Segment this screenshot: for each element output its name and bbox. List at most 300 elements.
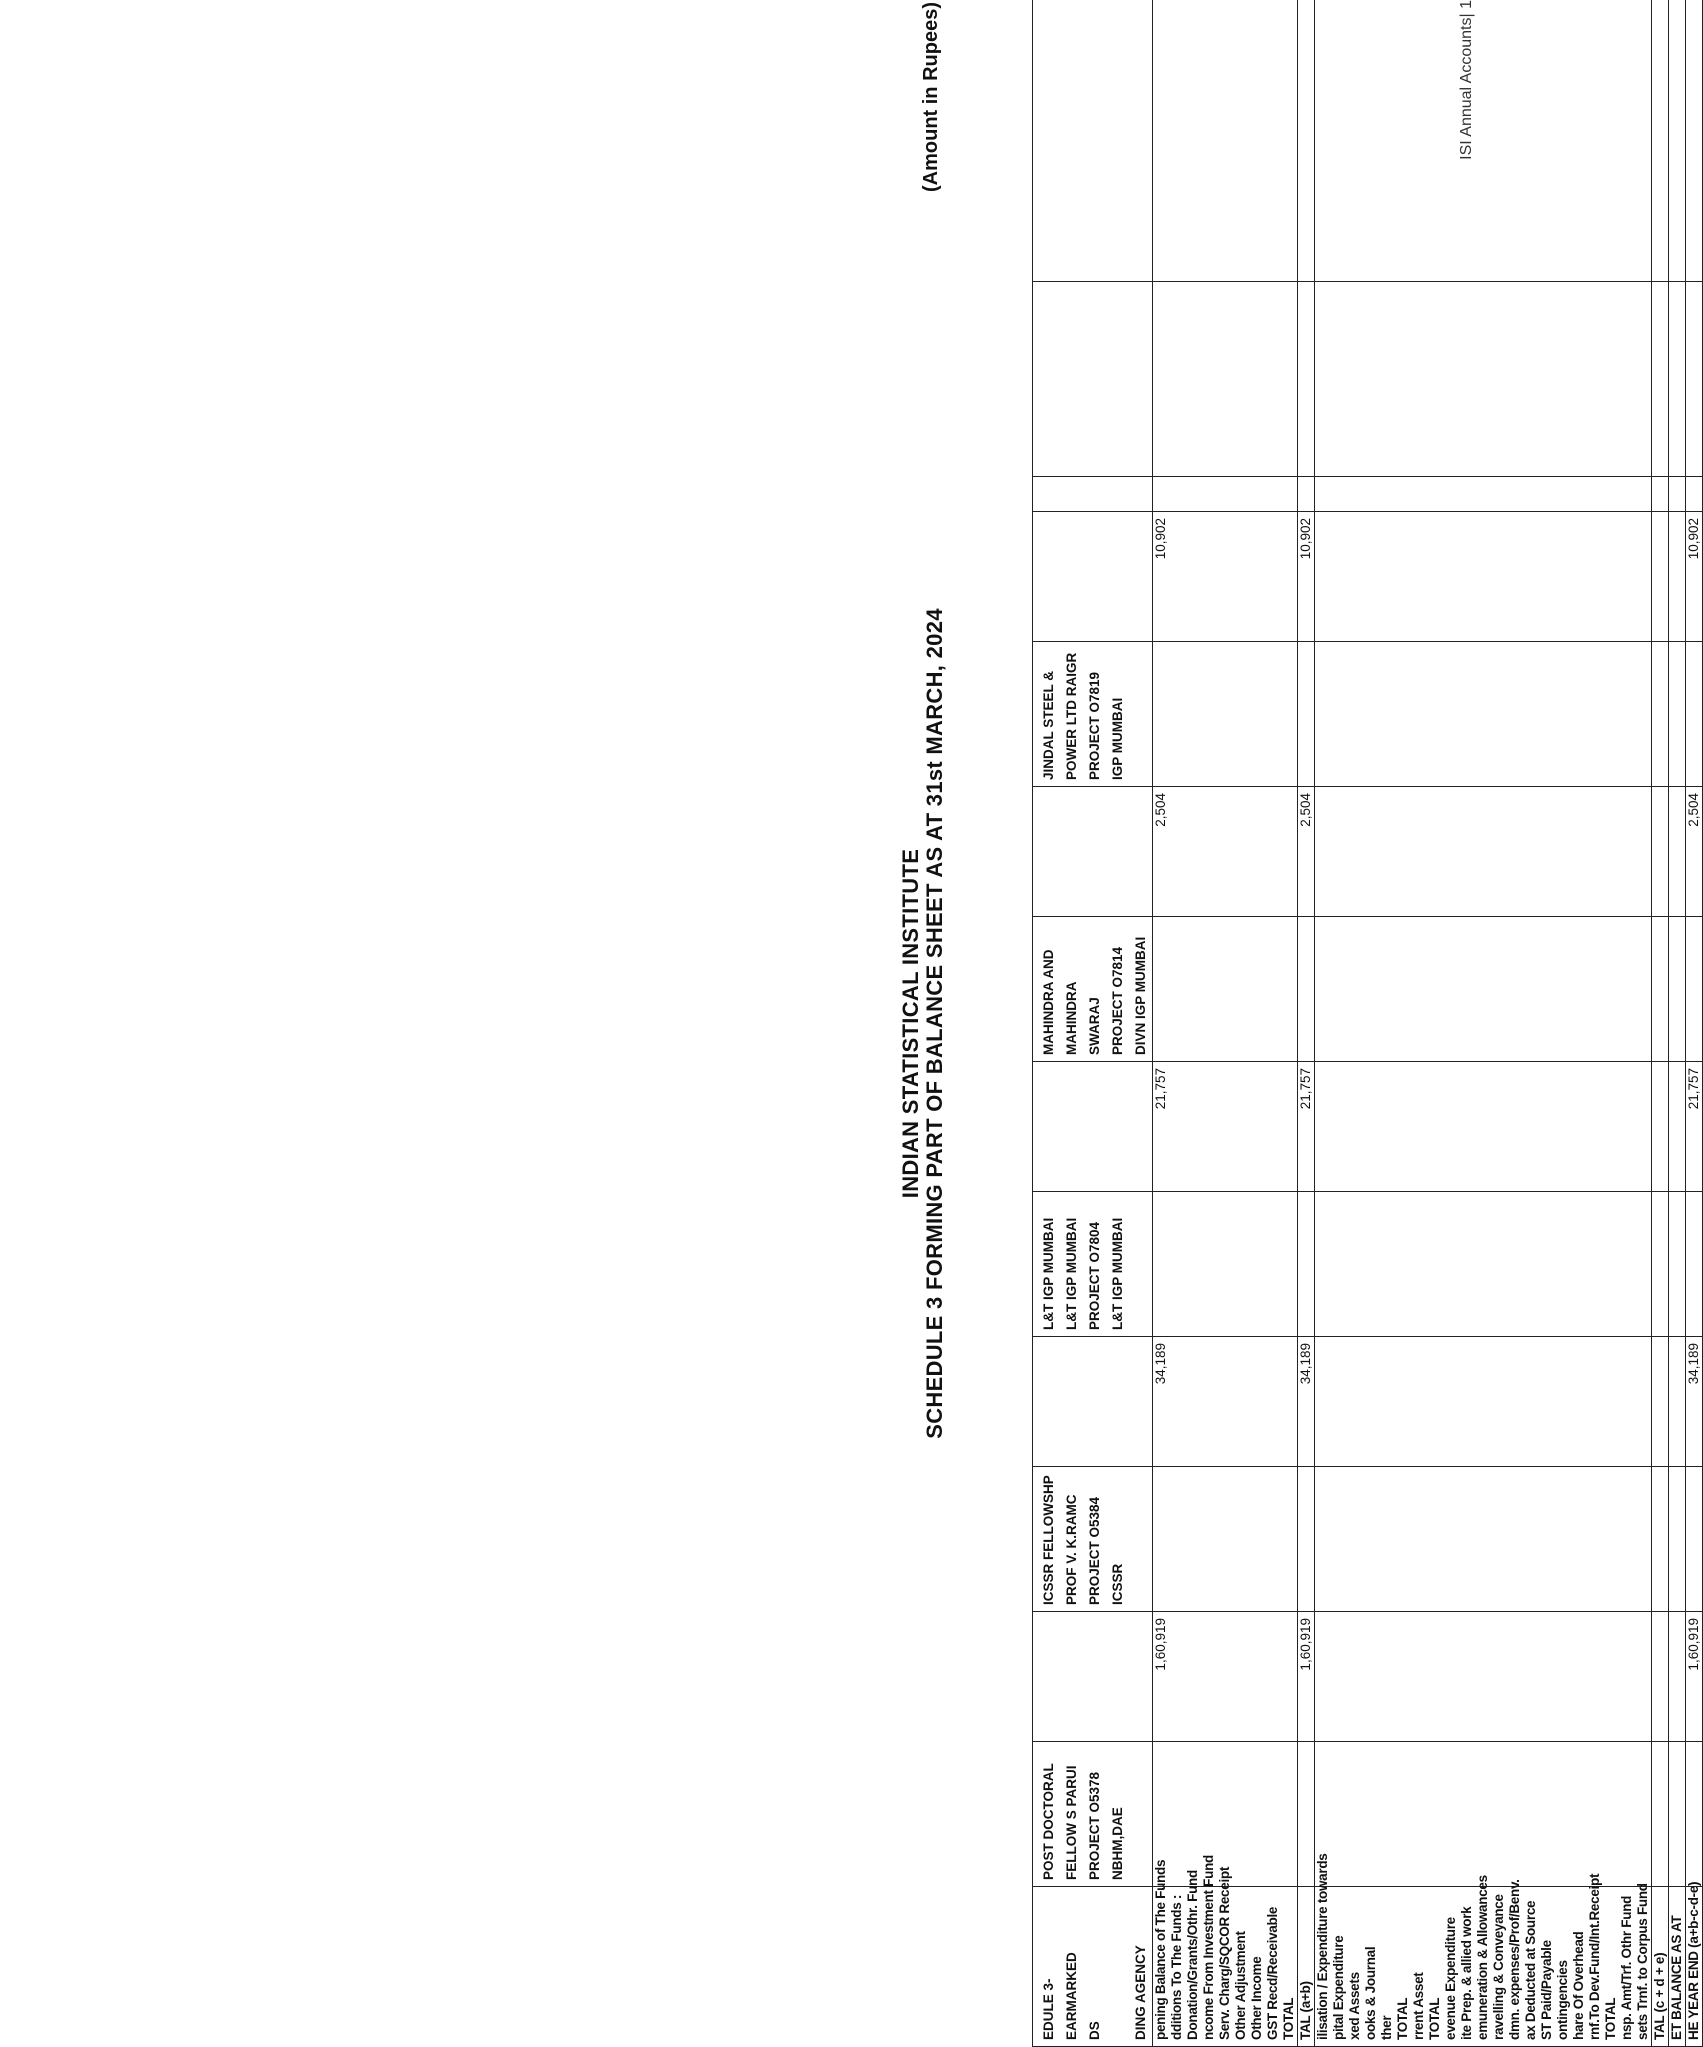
value-cell [1652,1062,1669,1192]
project-spacer-cell [1217,1742,1233,1887]
value-cell [1491,512,1507,642]
value-cell [1523,787,1539,917]
extra-cell [1185,0,1201,282]
extra-cell [1427,477,1443,512]
extra-cell [1686,282,1703,477]
extra-cell [1635,282,1652,477]
row-label: TOTAL [1427,1887,1443,2047]
extra-cell [1443,0,1459,282]
project-spacer-cell [1427,1742,1443,1887]
value-cell [1217,1612,1233,1742]
value-cell [1379,512,1395,642]
row-label: TOTAL [1395,1887,1411,2047]
value-cell [1507,1062,1523,1192]
value-cell [1169,787,1185,917]
table-row [1331,0,1347,2047]
extra-cell [1217,0,1233,282]
project-spacer-cell [1539,642,1555,787]
value-cell [1555,1612,1571,1742]
extra-cell [1233,282,1249,477]
value-cell: 21,757 [1153,1062,1170,1192]
extra-cell [1459,0,1475,282]
table-row [1619,0,1635,2047]
value-cell [1427,1062,1443,1192]
project-header-line: PROJECT O5384 [1087,1496,1102,1605]
header-label-line: DING AGENCY [1133,1945,1148,2040]
value-cell [1363,1062,1379,1192]
project-spacer-cell [1315,1192,1332,1337]
extra-cell [1185,282,1201,477]
extra-cell [1153,0,1170,282]
project-spacer-cell [1555,1467,1571,1612]
table-row [1315,0,1332,2047]
value-cell [1169,1612,1185,1742]
extra-cell [1169,477,1185,512]
project-header-line: PROJECT O7804 [1087,1221,1102,1330]
extra-cell [1347,0,1363,282]
extra-cell [1331,0,1347,282]
value-cell [1265,787,1281,917]
extra-cell [1523,477,1539,512]
extra-cell [1347,282,1363,477]
table-row [1233,0,1249,2047]
value-cell [1281,787,1298,917]
value-cell [1571,512,1587,642]
project-spacer-cell [1265,1742,1281,1887]
project-spacer-cell [1201,1467,1217,1612]
extra-cell [1523,282,1539,477]
row-label: evenue Expenditure [1443,1887,1459,2047]
project-spacer-cell [1539,917,1555,1062]
project-spacer-cell [1443,1192,1459,1337]
extra-cell [1411,282,1427,477]
table-row [1555,0,1571,2047]
extra-cell [1315,477,1332,512]
value-cell [1185,1612,1201,1742]
project-spacer-cell [1686,1192,1703,1337]
extra-cell [1298,282,1315,477]
extra-cell [1265,477,1281,512]
extra-cell [1411,477,1427,512]
value-cell [1427,1337,1443,1467]
value-cell [1427,1612,1443,1742]
extra-cell [1669,282,1686,477]
table-row [1201,0,1217,2047]
project-spacer-cell [1507,1742,1523,1887]
project-spacer-cell [1347,1192,1363,1337]
schedule-table [1032,0,1703,2047]
row-label: ooks & Journal [1363,1887,1379,2047]
value-cell [1233,787,1249,917]
extra-cell [1507,0,1523,282]
value-cell [1427,512,1443,642]
value-cell [1443,1337,1459,1467]
project-spacer-cell [1459,1742,1475,1887]
project-spacer-cell [1217,1467,1233,1612]
value-cell [1185,1062,1201,1192]
value-cell [1249,512,1265,642]
extra-cell [1201,282,1217,477]
project-spacer-cell [1169,1467,1185,1612]
project-spacer-cell [1523,917,1539,1062]
value-cell [1217,512,1233,642]
extra-cell [1652,282,1669,477]
extra-cell [1395,477,1411,512]
row-label: hare Of Overhead [1571,1887,1587,2047]
value-cell [1603,787,1619,917]
value-cell [1523,1062,1539,1192]
project-spacer-cell [1281,1192,1298,1337]
value-cell [1539,512,1555,642]
project-spacer-cell [1669,1192,1686,1337]
project-spacer-cell [1169,1192,1185,1337]
project-spacer-cell [1185,917,1201,1062]
row-label: TOTAL [1603,1887,1619,2047]
project-header-line: JINDAL STEEL & [1041,670,1056,780]
extra-cell [1443,282,1459,477]
project-spacer-cell [1315,1467,1332,1612]
row-label: dmn. expenses/Prof/Benv. [1507,1887,1523,2047]
project-spacer-cell [1249,917,1265,1062]
value-cell [1619,1612,1635,1742]
project-spacer-cell [1411,917,1427,1062]
value-cell [1669,787,1686,917]
extra-cell [1153,282,1170,477]
value-cell [1652,787,1669,917]
value-cell [1201,787,1217,917]
value-cell [1507,512,1523,642]
value-cell [1411,512,1427,642]
project-spacer-cell [1185,642,1201,787]
project-spacer-cell [1669,1467,1686,1612]
value-cell [1491,1612,1507,1742]
value-cell [1603,1612,1619,1742]
extra-cell [1669,0,1686,282]
value-cell [1652,512,1669,642]
value-cell [1603,512,1619,642]
value-cell [1249,1062,1265,1192]
extra-cell [1298,477,1315,512]
extra-cell [1153,477,1170,512]
extra-cell [1331,477,1347,512]
extra-cell [1669,477,1686,512]
extra-cell [1217,477,1233,512]
value-cell [1217,1062,1233,1192]
project-spacer-cell [1619,917,1635,1062]
project-spacer-cell [1571,917,1587,1062]
value-cell [1395,512,1411,642]
value-cell [1523,1612,1539,1742]
value-cell [1363,1337,1379,1467]
value-cell [1331,1337,1347,1467]
project-spacer-cell [1233,917,1249,1062]
value-cell [1249,787,1265,917]
value-cell [1523,512,1539,642]
extra-cell [1363,0,1379,282]
value-cell: 1,60,919 [1153,1612,1170,1742]
project-spacer-cell [1443,1467,1459,1612]
extra-cell [1587,282,1603,477]
project-header-blank [1033,1062,1153,1192]
value-cell [1265,1337,1281,1467]
extra-cell [1331,282,1347,477]
value-cell [1669,1337,1686,1467]
row-label: TAL (c + d + e) [1652,1887,1669,2047]
project-header-line: FELLOW S PARUI [1064,1765,1079,1880]
project-spacer-cell [1201,1192,1217,1337]
value-cell [1363,1612,1379,1742]
project-spacer-cell [1669,1742,1686,1887]
value-cell [1347,1612,1363,1742]
extra-cell [1169,282,1185,477]
project-spacer-cell [1443,1742,1459,1887]
extra-cell [1539,0,1555,282]
extra-cell [1571,0,1587,282]
row-label: pital Expenditure [1331,1887,1347,2047]
table-row [1669,0,1686,2047]
row-label: Serv. Charg/SQCOR Receipt [1217,1887,1233,2047]
row-label: ax Deducted at Source [1523,1887,1539,2047]
extra-cell [1379,0,1395,282]
project-header-line: POST DOCTORAL [1041,1763,1056,1880]
header-label-line: DS [1087,2021,1102,2040]
extra-cell [1491,282,1507,477]
project-spacer-cell [1555,642,1571,787]
extra-cell [1427,0,1443,282]
project-spacer-cell [1379,917,1395,1062]
value-cell [1571,1062,1587,1192]
extra-cell [1185,477,1201,512]
extra-cell [1491,477,1507,512]
extra-cell [1298,0,1315,282]
page-footer: ISI Annual Accounts| 1 [1458,0,1475,160]
value-cell [1603,1062,1619,1192]
value-cell [1201,512,1217,642]
project-spacer-cell [1619,1742,1635,1887]
value-cell [1379,1337,1395,1467]
project-spacer-cell [1507,1192,1523,1337]
value-cell [1427,787,1443,917]
extra-cell [1555,282,1571,477]
project-spacer-cell [1635,1192,1652,1337]
value-cell [1459,1612,1475,1742]
value-cell: 1,60,919 [1298,1612,1315,1742]
project-spacer-cell [1619,1192,1635,1337]
table-row [1523,0,1539,2047]
project-header-line: POWER LTD RAIGR [1064,652,1079,780]
project-spacer-cell [1153,917,1170,1062]
project-header-line: NBHM,DAE [1110,1807,1125,1880]
row-label: GST Recd/Receivable [1265,1887,1281,2047]
project-header-4 [1033,917,1153,1062]
project-header-blank [1033,1337,1153,1467]
value-cell [1331,787,1347,917]
value-cell [1587,512,1603,642]
value-cell [1347,1337,1363,1467]
table-row [1652,0,1669,2047]
project-spacer-cell [1652,917,1669,1062]
value-cell [1507,1337,1523,1467]
project-spacer-cell [1298,1742,1315,1887]
value-cell [1233,1062,1249,1192]
table-row [1379,0,1395,2047]
value-cell [1379,1062,1395,1192]
extra-cell [1249,0,1265,282]
value-cell [1539,1337,1555,1467]
project-spacer-cell [1395,1467,1411,1612]
project-spacer-cell [1587,917,1603,1062]
table-row [1185,0,1201,2047]
table-row [1411,0,1427,2047]
project-spacer-cell [1249,1742,1265,1887]
project-header-blank [1033,512,1153,642]
extra-cell [1281,0,1298,282]
project-spacer-cell [1185,1192,1201,1337]
project-spacer-cell [1331,1467,1347,1612]
value-cell [1217,787,1233,917]
value-cell [1587,787,1603,917]
value-cell [1395,1612,1411,1742]
value-cell [1363,787,1379,917]
row-label: TOTAL [1281,1887,1298,2047]
project-spacer-cell [1331,1192,1347,1337]
value-cell: 10,902 [1298,512,1315,642]
project-header-line: PROJECT O7814 [1110,946,1125,1055]
table-row [1427,0,1443,2047]
value-cell [1201,1612,1217,1742]
extra-cell [1571,477,1587,512]
project-spacer-cell [1523,1192,1539,1337]
value-cell [1523,1337,1539,1467]
value-cell [1669,512,1686,642]
extra-cell [1315,282,1332,477]
project-spacer-cell [1459,1467,1475,1612]
project-spacer-cell [1652,1192,1669,1337]
value-cell [1571,1337,1587,1467]
project-spacer-cell [1347,642,1363,787]
value-cell [1475,1337,1491,1467]
extra-col-header [1033,477,1153,512]
row-label: ilisation / Expenditure towards [1315,1887,1332,2047]
project-spacer-cell [1459,642,1475,787]
project-header-line: PROF V. K.RAMC [1064,1494,1079,1605]
extra-cell [1587,477,1603,512]
header-label-line: EDULE 3- EARMARKED [1041,1952,1079,2040]
value-cell [1619,512,1635,642]
amount-note: (Amount in Rupees) [920,2,942,192]
row-label: ncome From Investment Fund [1201,1887,1217,2047]
page-title: INDIAN STATISTICAL INSTITUTE [898,848,923,1199]
value-cell [1315,1337,1332,1467]
value-cell [1443,787,1459,917]
value-cell [1395,787,1411,917]
project-spacer-cell [1603,1467,1619,1612]
project-spacer-cell [1185,1467,1201,1612]
project-header-blank [1033,787,1153,917]
row-label: xed Assets [1347,1887,1363,2047]
project-spacer-cell [1603,917,1619,1062]
project-spacer-cell [1619,1467,1635,1612]
value-cell [1395,1337,1411,1467]
row-label: dditions To The Funds : [1169,1887,1185,2047]
project-spacer-cell [1395,642,1411,787]
value-cell: 10,902 [1686,512,1703,642]
value-cell [1185,512,1201,642]
extra-cell [1249,282,1265,477]
project-spacer-cell [1475,642,1491,787]
value-cell: 1,60,919 [1686,1612,1703,1742]
value-cell: 34,189 [1686,1337,1703,1467]
project-header-line: PROJECT O7819 [1087,671,1102,780]
value-cell: 34,189 [1298,1337,1315,1467]
project-spacer-cell [1411,1192,1427,1337]
extra-cell [1619,282,1635,477]
value-cell [1185,1337,1201,1467]
project-spacer-cell [1603,1192,1619,1337]
table-row [1347,0,1363,2047]
extra-cell [1686,0,1703,282]
table-row [1539,0,1555,2047]
value-cell [1315,512,1332,642]
project-spacer-cell [1363,1742,1379,1887]
project-spacer-cell [1603,1742,1619,1887]
value-cell [1603,1337,1619,1467]
project-spacer-cell [1427,1467,1443,1612]
project-spacer-cell [1363,642,1379,787]
value-cell [1281,512,1298,642]
project-spacer-cell [1298,642,1315,787]
project-header-2 [1033,1467,1153,1612]
project-spacer-cell [1619,642,1635,787]
project-spacer-cell [1539,1742,1555,1887]
value-cell [1233,512,1249,642]
project-spacer-cell [1281,917,1298,1062]
project-spacer-cell [1363,1192,1379,1337]
value-cell [1331,1612,1347,1742]
row-label: nsp. Amt/Trf. Othr Fund [1619,1887,1635,2047]
table-row [1395,0,1411,2047]
extra-cell [1443,477,1459,512]
value-cell [1315,787,1332,917]
extra-cell [1555,0,1571,282]
extra-cell [1603,0,1619,282]
project-spacer-cell [1249,642,1265,787]
project-spacer-cell [1185,1742,1201,1887]
extra-cell [1523,0,1539,282]
row-label: ontingencies [1555,1887,1571,2047]
extra-cell [1411,0,1427,282]
project-spacer-cell [1507,642,1523,787]
table-row [1686,0,1703,2047]
extra-cell [1169,0,1185,282]
value-cell [1555,1062,1571,1192]
value-cell [1587,1337,1603,1467]
project-spacer-cell [1539,1192,1555,1337]
project-header-line: DIVN IGP MUMBAI [1133,936,1148,1055]
page-subtitle: SCHEDULE 3 FORMING PART OF BALANCE SHEET AS AT 31st MARCH, 2024 [922,608,947,1439]
value-cell [1652,1612,1669,1742]
extra-col-header [1033,0,1153,282]
table-row [1635,0,1652,2047]
value-cell [1443,512,1459,642]
value-cell [1459,1337,1475,1467]
project-header-5 [1033,642,1153,787]
project-spacer-cell [1686,642,1703,787]
project-spacer-cell [1249,1467,1265,1612]
extra-cell [1603,282,1619,477]
extra-cell [1363,282,1379,477]
project-spacer-cell [1363,917,1379,1062]
